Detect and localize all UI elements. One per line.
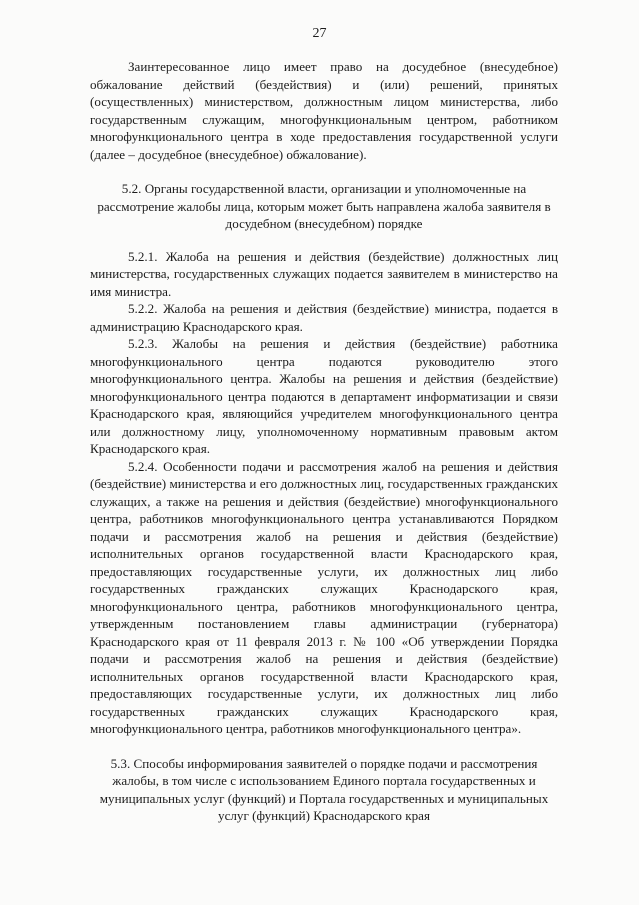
- paragraph-5-2-2: 5.2.2. Жалоба на решения и действия (бездействие) министра, подается в администрацию Краснодарского края.: [90, 301, 558, 334]
- section-heading-5-3: 5.3. Способы информирования заявителей о порядке подачи и рассмотрения жалобы, в том числе с использованием Единого портала государственных и муниципальных услуг (функций) и Портала государственных и муниципальных услуг (функций) Краснодарского края: [99, 755, 549, 823]
- section-heading-5-2: 5.2. Органы государственной власти, организации и уполномоченные на рассмотрение жалобы лица, которым может быть направлена жалоба заявителя в досудебном (внесудебном) порядке: [97, 181, 551, 231]
- page-number: 27: [312, 26, 327, 41]
- spacer: [90, 163, 558, 180]
- document-body: [90, 58, 558, 825]
- paragraph-5-2-1: 5.2.1. Жалоба на решения и действия (бездействие) должностных лиц министерства, государственных служащих подается заявителем в министерство на имя министра.: [90, 248, 558, 299]
- spacer: [90, 738, 558, 755]
- spacer: [90, 233, 558, 248]
- paragraph-5-2-3: 5.2.3. Жалобы на решения и действия (бездействие) работника многофункционального центра подаются руководителю этого многофункционального центра. Жалобы на решения и действия (бездействие) многофункционального центра подаются в департамент информатизации и связи Краснодарского края, являющийся учредителем многофункционального центра или должностному лицу, уполномоченному нормативным правовым актом Краснодарского края.: [90, 336, 558, 456]
- paragraph-5-2-4: 5.2.4. Особенности подачи и рассмотрения жалоб на решения и действия (бездействие) министерства и его должностных лиц, государственных гражданских служащих, а также на решения и действия (бездействие) многофункционального центра, работников многофункционального центра устанавливаются Порядком подачи и рассмотрения жалоб на решения и действия (бездействие) исполнительных органов государственной власти Краснодарского края, предоставляющих государственные услуги, их должностных лиц либо государственных гражданских служащих Краснодарского края, многофункционального центра, работников многофункционального центра, утвержденным постановлением главы администрации (губернатора) Краснодарского края от 11 февраля 2013 г. № 100 «Об утверждении Порядка подачи и рассмотрения жалоб на решения и действия (бездействие) исполнительных органов государственной власти Краснодарского края, предоставляющих государственные услуги, их должностных лиц либо государственных гражданских служащих Краснодарского края, многофункционального центра, работников многофункционального центра».: [90, 458, 558, 736]
- paragraph-intro: Заинтересованное лицо имеет право на досудебное (внесудебное) обжалование действий (бездействия) и (или) решений, принятых (осуществленных) министерством, должностным лицом министерства, либо государственным служащим, многофункциональным центром, работником многофункционального центра в ходе предоставления государственной услуги (далее – досудебное (внесудебное) обжалование).: [90, 59, 558, 162]
